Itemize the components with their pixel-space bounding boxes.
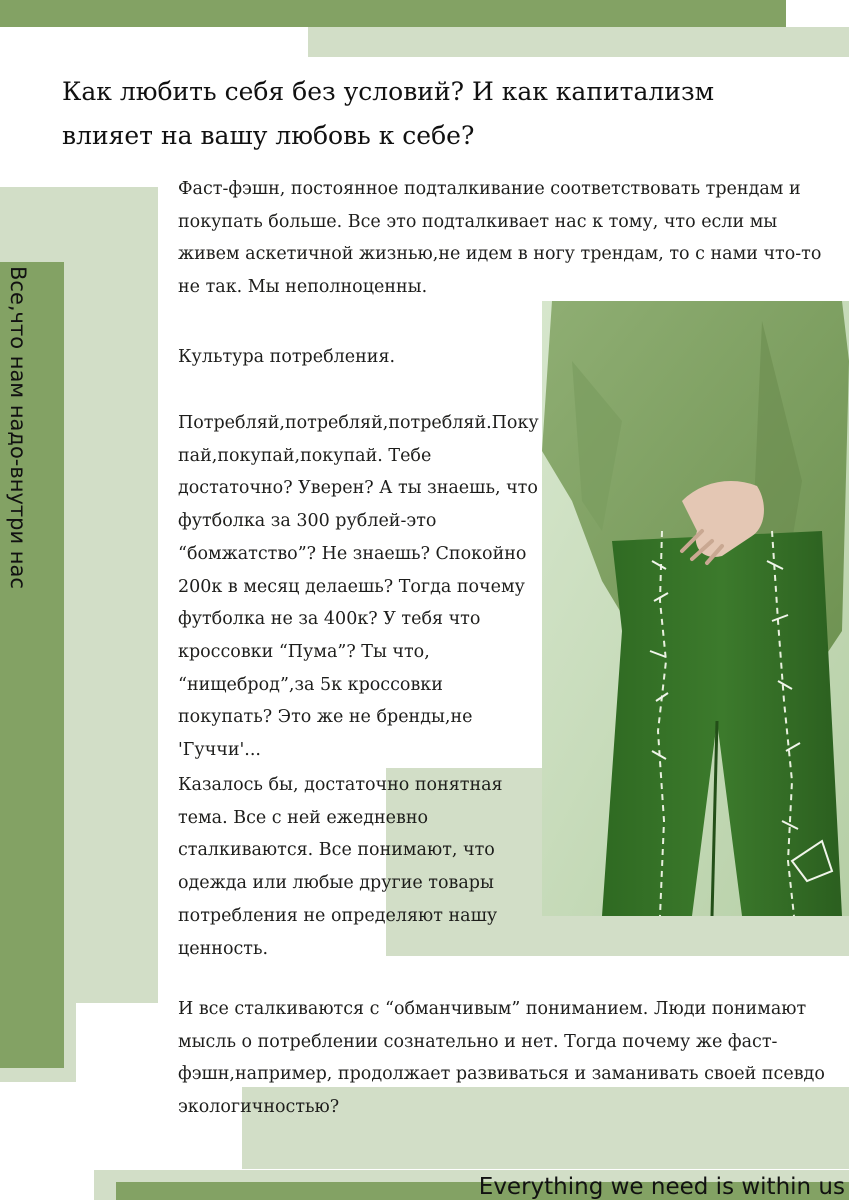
paragraph-deceptive-understanding: И все сталкиваются с “обманчивым” пониманием. Люди понимают мысль о потреблении сознательно и нет. Тогда почему же фаст-фэшн,например, продолжает развиваться и заманивать своей псевдо экологичностью? (178, 999, 825, 1118)
top-right-bar (308, 27, 849, 57)
paragraph-consume: Потребляй,потребляй,потребляй.Покупай,покупай,покупай. Тебе достаточно? Уверен? А ты знаешь, что футболка за 300 рублей-это “бомжатство”? Не знаешь? Спокойно 200к в месяц делаешь? Тогда почему футболка не за 400к? У тебя что кроссовки “Пума”? Ты что, “нищеброд”,за 5к кроссовки покупать? Это же не бренды,не 'Гуччи'... (178, 413, 539, 761)
paragraph-fast-fashion: Фаст-фэшн, постоянное подталкивание соответствовать трендам и покупать больше. Все это подталкивает нас к тому, что если мы живем аскетичной жизнью,не идем в ногу трендам, то с нами что-то не так. Мы неполноценны. (178, 179, 822, 298)
footer-caption: Everything we need is within us (478, 1174, 845, 1200)
top-left-bar (0, 0, 786, 27)
side-caption: Все,что нам надо-внутри нас (6, 266, 30, 589)
paragraph-consumer-culture: Культура потребления. (178, 347, 396, 367)
green-suit-illustration (542, 301, 849, 916)
page-title: Как любить себя без условий? И как капитализм влияет на вашу любовь к себе? (62, 77, 715, 150)
green-suit-photo (542, 301, 849, 916)
paragraph-seems-clear: Казалось бы, достаточно понятная тема. Все с ней ежедневно сталкиваются. Все понимают, что одежда или любые другие товары потребления не определяют нашу ценность. (178, 775, 503, 959)
